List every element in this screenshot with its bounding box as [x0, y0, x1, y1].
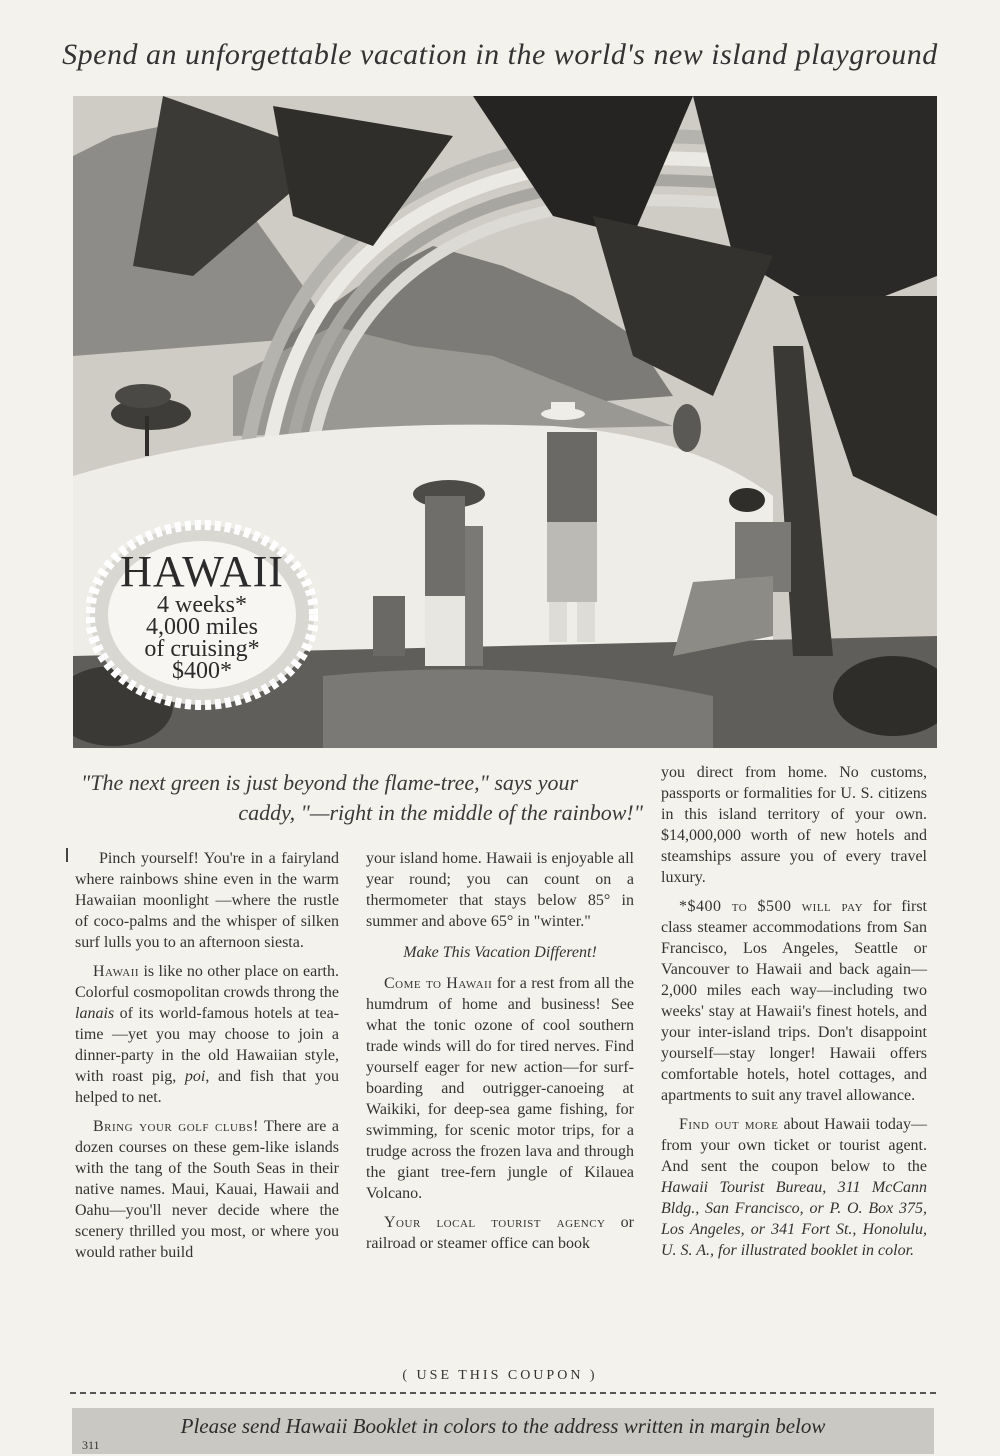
badge-cruising: of cruising*	[144, 636, 260, 662]
col3-paragraph-3	[661, 1114, 927, 1261]
col1-paragraph-2	[75, 961, 339, 1108]
col1-p2-a: is like no other place on earth. Colorful cosmopolitan crowds throng the	[75, 963, 339, 1001]
col1-paragraph-3	[75, 1116, 339, 1263]
badge-price: $400*	[172, 658, 232, 684]
use-coupon-label: ( USE THIS COUPON )	[402, 1368, 598, 1383]
caption	[75, 768, 655, 828]
col1-p2-b: of its world-famous hotels at tea-time —yet you may choose to join a dinner-party in the old Hawaiian style, with roast pig,	[75, 1005, 339, 1085]
col2-paragraph-2	[366, 973, 634, 1204]
col2-p3-text: or railroad or steamer office can book	[366, 1214, 634, 1252]
col3-p2-lead: *$400 to $500 will pay	[679, 898, 864, 915]
col1-p2-c: , and fish that you helped to net.	[75, 1068, 339, 1106]
coupon-cut-line	[70, 1392, 936, 1394]
col3-p3-lead: Find out more	[679, 1116, 779, 1133]
page-number: 311	[82, 1438, 100, 1452]
caption-line-1: "The next green is just beyond the flame-tree," says your	[81, 770, 579, 795]
badge-title: HAWAII	[120, 547, 284, 596]
col1-p2-em2: poi	[184, 1068, 206, 1085]
col3-paragraph-1: you direct from home. No customs, passports or formalities for U. S. citizens in this island territory of your own. $14,000,000 worth of new hotels and steamships assure you of every travel luxury.	[661, 764, 927, 886]
col2-paragraph-1: your island home. Hawaii is enjoyable all year round; you can count on a thermometer that stays below 85° in summer and above 65° in "winter."	[366, 850, 634, 930]
column-2	[366, 848, 634, 1254]
badge-miles: 4,000 miles	[146, 614, 258, 640]
col2-subhead: Make This Vacation Different!	[403, 944, 597, 961]
col1-p2-em: lanais	[75, 1005, 115, 1022]
col1-p3-text: There are a dozen courses on these gem-like islands with the tang of the South Seas in their native names. Maui, Kauai, Hawaii and Oahu—you'll never decide where the scenery thrilled you most, or where you would rather build	[75, 1118, 339, 1261]
caption-line-2: caddy, "—right in the middle of the rainbow!"	[238, 800, 643, 825]
coupon-text: Please send Hawaii Booklet in colors to the address written in margin below	[180, 1414, 826, 1438]
headline: Spend an unforgettable vacation in the world's new island playground	[62, 38, 938, 71]
col3-p3-address: Hawaii Tourist Bureau, 311 McCann Bldg., San Francisco, or P. O. Box 375, Los Angeles, or 341 Fort St., Honolulu, U. S. A., for illustrated booklet in color.	[661, 1179, 927, 1259]
badge-text	[86, 530, 318, 682]
column-1	[75, 848, 339, 1263]
col2-p3-lead: Your local tourist agency	[384, 1214, 606, 1231]
col3-p2-text: for first class steamer accommodations from San Francisco, Los Angeles, Seattle or Vancouver to Hawaii and back again—2,000 miles each way—including two weeks' stay at Hawaii's finest hotels, and your inter-island trips. Don't disappoint yourself—stay longer! Hawaii offers comfortable hotels, hotel cottages, and apartments to suit any travel allowance.	[661, 898, 928, 1104]
col3-paragraph-2	[661, 896, 927, 1106]
column-3	[661, 762, 927, 1261]
col1-p3-lead: Bring your golf clubs!	[93, 1118, 259, 1135]
col2-paragraph-3	[366, 1212, 634, 1254]
col2-p2-lead: Come to Hawaii	[384, 975, 493, 992]
col3-p3-text: about Hawaii today—from your own ticket or tourist agent. And sent the coupon below to the	[661, 1116, 927, 1175]
col2-p2-text: for a rest from all the humdrum of home and business! See what the tonic ozone of cool southern trade winds will do for tired nerves. Find yourself eager for new action—for surf-boarding and outrigger-canoeing at Waikiki, for deep-sea game fishing, for swimming, for scenic motor trips, for a trudge across the frozen lava and through the giant tree-fern jungle of Kilauea Volcano.	[366, 975, 635, 1202]
col1-paragraph-1: Pinch yourself! You're in a fairyland where rainbows shine even in the warm Hawaiian moonlight —where the rustle of coco-palms and the whisper of silken surf lulls you to an afternoon siesta.	[75, 850, 339, 951]
col1-p2-lead: Hawaii	[93, 963, 140, 980]
badge-weeks: 4 weeks*	[157, 592, 247, 618]
margin-mark	[66, 848, 68, 862]
